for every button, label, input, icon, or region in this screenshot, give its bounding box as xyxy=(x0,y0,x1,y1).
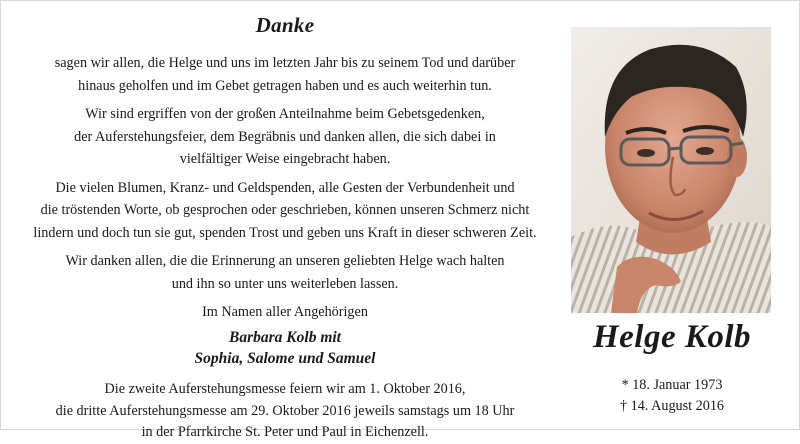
text-line: vielfältiger Weise eingebracht haben. xyxy=(179,151,391,167)
mass-line: die dritte Auferstehungsmesse am 29. Oktober 2016 jeweils samstags um 18 Uhr xyxy=(55,402,515,419)
text-line: Wir danken allen, die die Erinnerung an unseren geliebten Helge wach halten xyxy=(65,253,505,269)
heading: Danke xyxy=(255,13,315,37)
deceased-name: Helge Kolb xyxy=(592,319,752,355)
paragraph-3 xyxy=(15,177,555,245)
text-line: Wir sind ergriffen von der großen Anteilnahme beim Gebetsgedenken, xyxy=(85,106,485,122)
mass-info xyxy=(15,379,555,444)
text-line: lindern und doch tun sie gut, spenden Trost und geben uns Kraft in dieser schweren Zeit. xyxy=(33,224,537,241)
death-date: † 14. August 2016 xyxy=(619,398,725,414)
signers xyxy=(15,327,555,369)
signer-line: Barbara Kolb mit xyxy=(229,329,341,346)
portrait-photo xyxy=(571,27,771,313)
portrait-illustration xyxy=(571,27,771,313)
signer-line: Sophia, Salome und Samuel xyxy=(194,350,376,367)
text-line: hinaus geholfen und im Gebet getragen haben und es auch weiterhin tun. xyxy=(78,77,492,94)
paragraph-2 xyxy=(15,103,555,171)
text-line: Die vielen Blumen, Kranz- und Geldspenden, alle Gesten der Verbundenheit und xyxy=(55,179,515,196)
text-line: die tröstenden Worte, ob gesprochen oder geschrieben, können unseren Schmerz nicht xyxy=(40,202,530,218)
mass-line: in der Pfarrkirche St. Peter und Paul in Eichenzell. xyxy=(141,424,429,440)
paragraph-1 xyxy=(15,52,555,97)
paragraph-4 xyxy=(15,250,555,295)
mass-line: Die zweite Auferstehungsmesse feiern wir am 1. Oktober 2016, xyxy=(104,381,466,397)
text-line: sagen wir allen, die Helge und uns im letzten Jahr bis zu seinem Tod und darüber xyxy=(54,55,516,71)
life-dates xyxy=(561,375,783,417)
text-line: der Auferstehungsfeier, dem Begräbnis und danken allen, die sich dabei in xyxy=(74,128,496,145)
thank-you-text-column xyxy=(15,11,555,444)
birth-date: * 18. Januar 1973 xyxy=(621,377,723,393)
text-line: und ihn so unter uns weiterleben lassen. xyxy=(171,275,399,292)
sign-intro: Im Namen aller Angehörigen xyxy=(202,304,368,320)
